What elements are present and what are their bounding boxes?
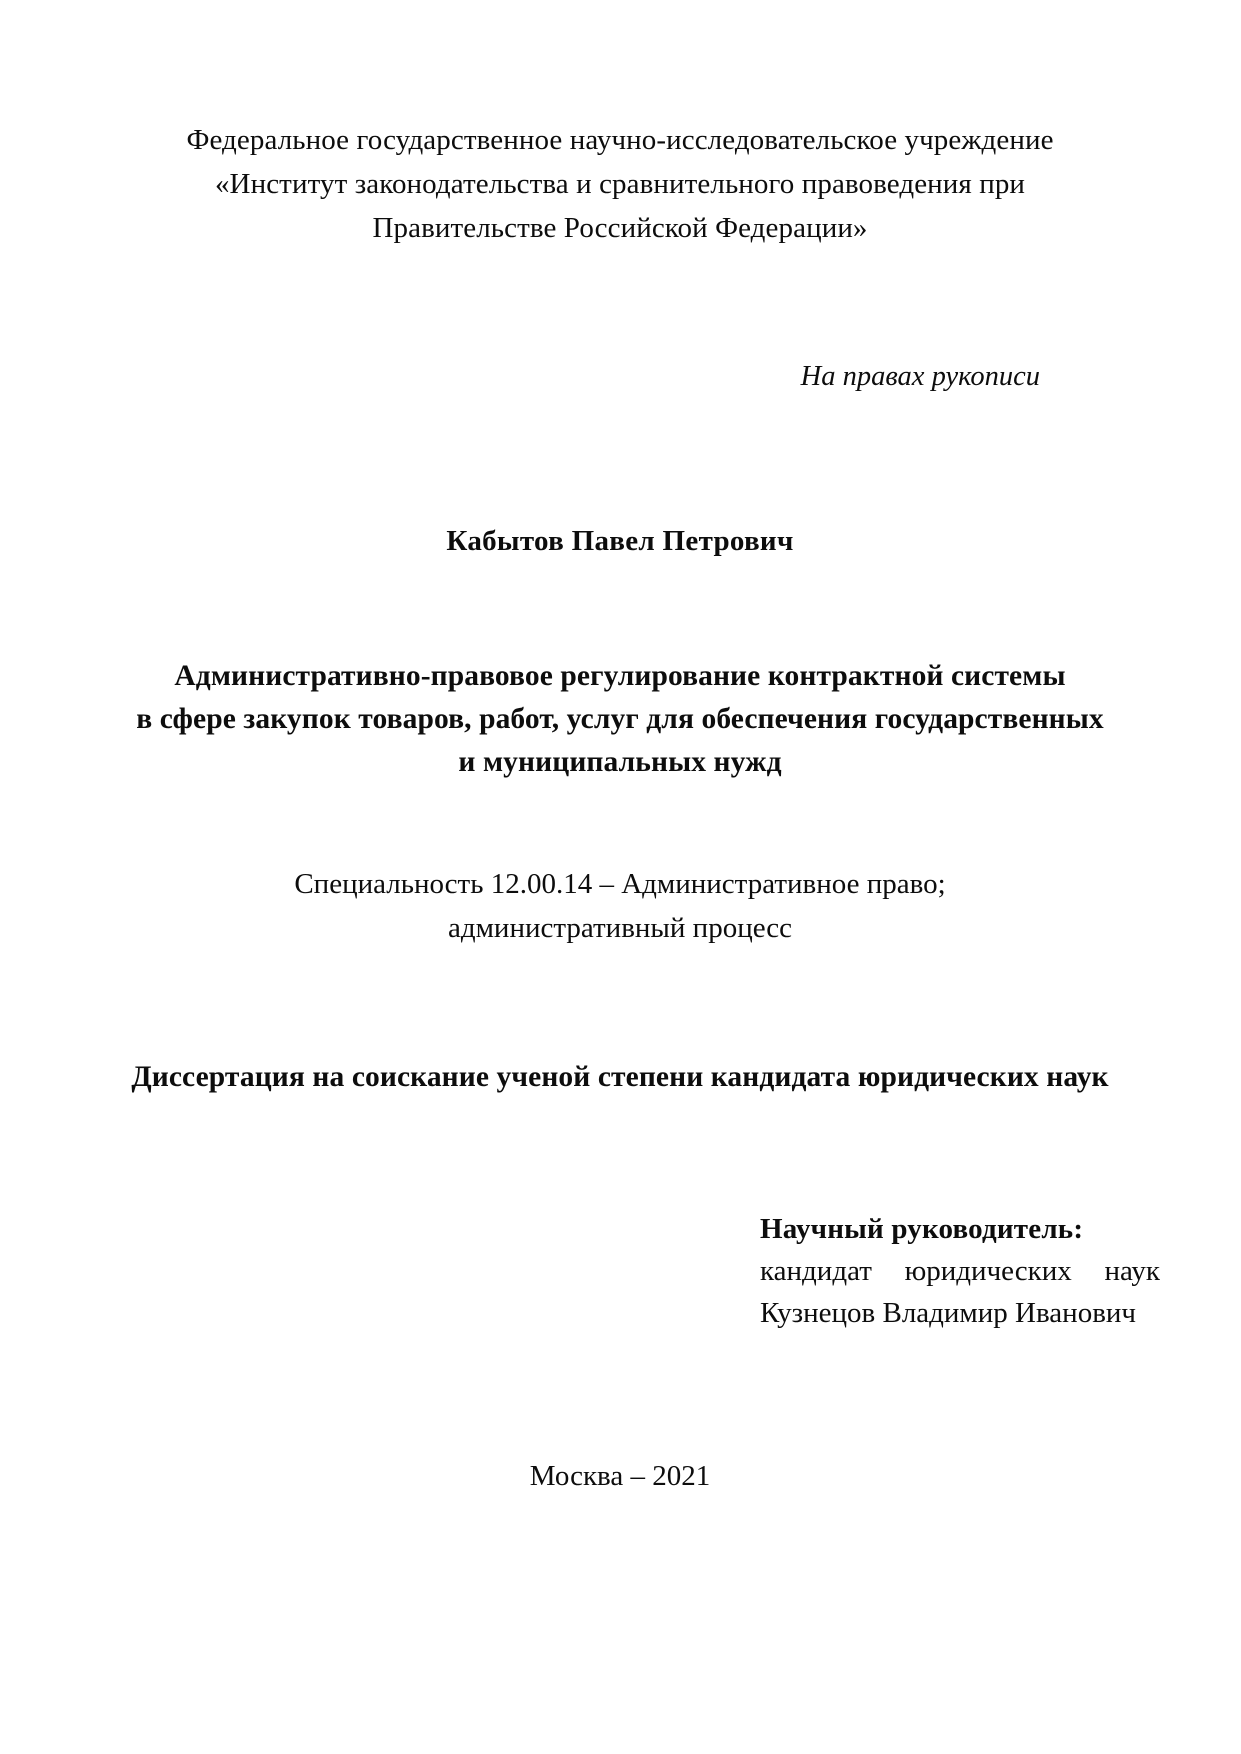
title-line-1: Административно-правовое регулирование контрактной системы	[174, 660, 1066, 692]
institution-line-1: Федеральное государственное научно-исследовательское учреждение	[186, 124, 1054, 156]
specialty-block	[170, 862, 1070, 950]
specialty-line-1: Специальность 12.00.14 – Административное право;	[294, 868, 946, 900]
supervisor-heading: Научный руководитель:	[760, 1213, 1084, 1245]
title-line-2: в сфере закупок товаров, работ, услуг для обеспечения государственных	[136, 703, 1104, 735]
specialty-line-2: административный процесс	[447, 912, 793, 944]
institution-line-2: «Институт законодательства и сравнительного правоведения при	[214, 168, 1026, 200]
place-and-year: Москва – 2021	[529, 1460, 711, 1492]
title-line-3: и муниципальных нужд	[458, 746, 782, 778]
author-name: Кабытов Павел Петрович	[446, 525, 794, 557]
supervisor-name: Кузнецов Владимир Иванович	[760, 1297, 1136, 1329]
supervisor-block	[760, 1208, 1160, 1334]
manuscript-note: На правах рукописи	[800, 361, 1040, 392]
institution-line-3: Правительстве Российской Федерации»	[372, 212, 868, 244]
dissertation-title	[120, 655, 1120, 784]
supervisor-degree: кандидат юридических наук	[760, 1255, 1160, 1287]
institution-header	[130, 118, 1110, 250]
degree-statement: Диссертация на соискание ученой степени кандидата юридических наук	[131, 1061, 1109, 1093]
